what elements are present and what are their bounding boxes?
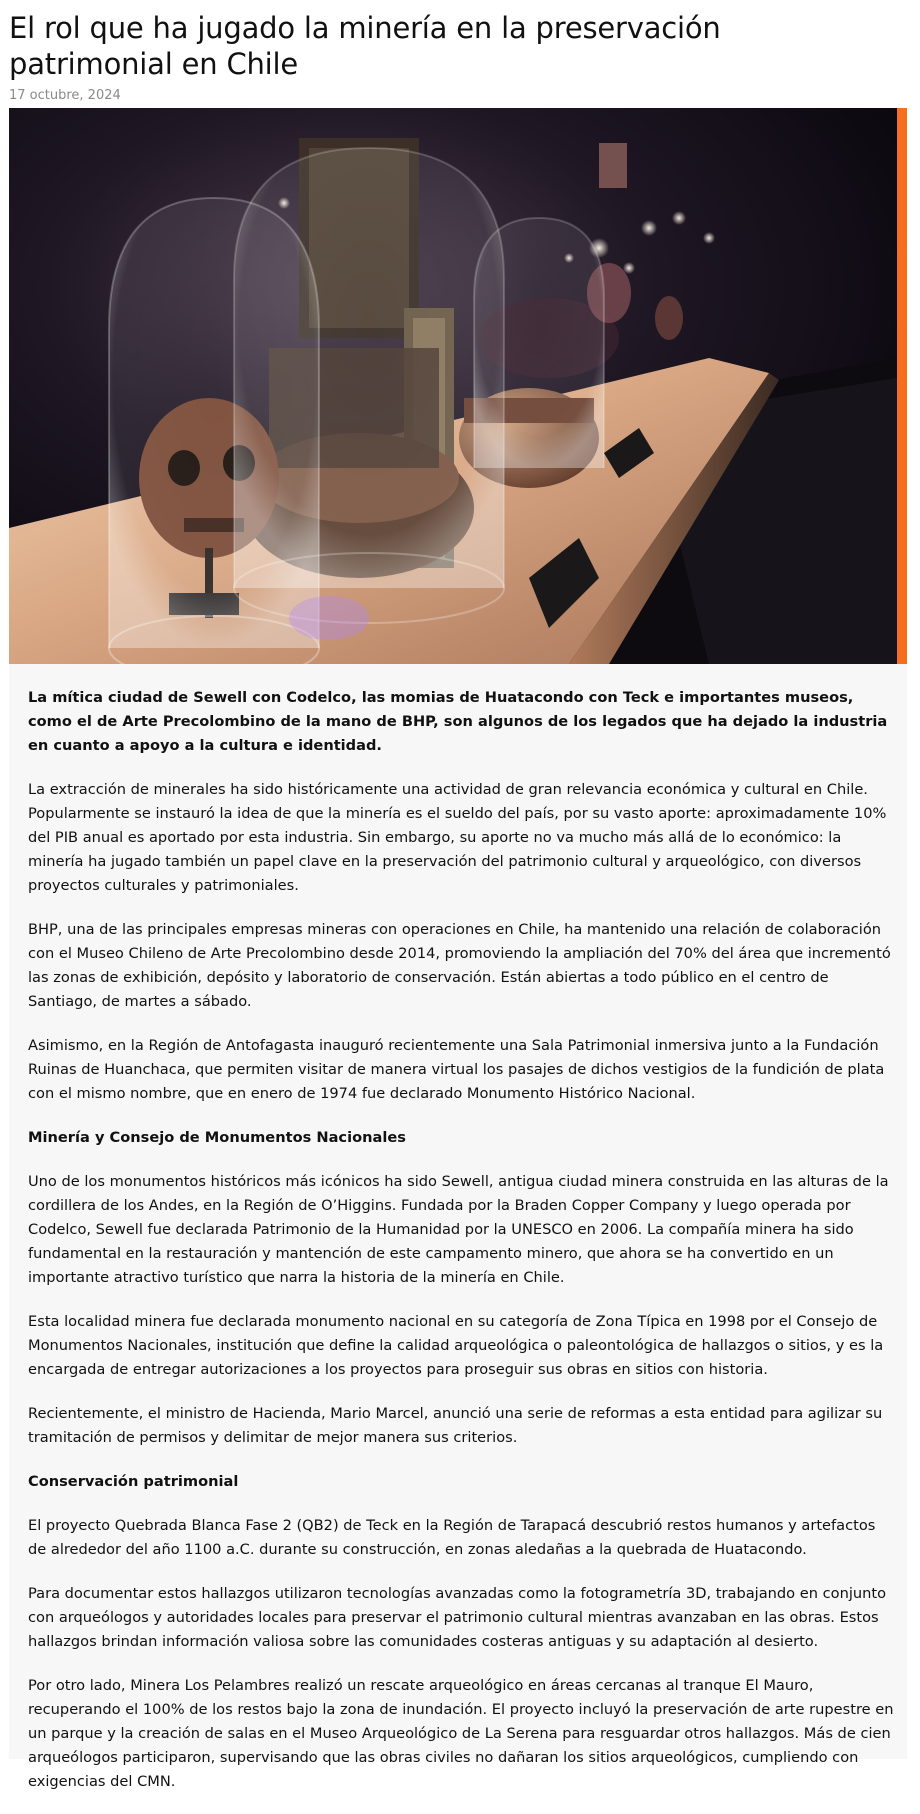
hero-accent-bar bbox=[897, 108, 907, 664]
paragraph: Recientemente, el ministro de Hacienda, Mario Marcel, anunció una serie de reformas a esta entidad para agilizar su tramitación de permisos y delimitar de mejor manera sus criterios. bbox=[28, 1405, 883, 1446]
section-heading: Minería y Consejo de Monumentos Nacionales bbox=[28, 1129, 406, 1146]
hero-figure bbox=[9, 108, 907, 664]
paragraph: BHP, una de las principales empresas mineras con operaciones en Chile, ha mantenido una relación de colaboración con el Museo Chileno de Arte Precolombino desde 2014, promoviendo la ampliación del 70% del área que incrementó las zonas de exhibición, depósito y laboratorio de conservación. Están abiertas a todo público en el centro de Santiago, de martes a sábado. bbox=[28, 921, 891, 1010]
hero-image bbox=[9, 108, 897, 664]
article-lead: La mítica ciudad de Sewell con Codelco, las momias de Huatacondo con Teck e importantes museos, como el de Arte Precolombino de la mano de BHP, son algunos de los legados que ha dejado la industria en cuanto a apoyo a la cultura e identidad. bbox=[28, 689, 888, 754]
paragraph: Esta localidad minera fue declarada monumento nacional en su categoría de Zona Típica en 1998 por el Consejo de Monumentos Nacionales, institución que define la calidad arqueológica o paleontológica de hallazgos o sitios, y es la encargada de entregar autorizaciones a los proyectos para proseguir sus obras en sitios con historia. bbox=[28, 1313, 884, 1378]
paragraph: Uno de los monumentos históricos más icónicos ha sido Sewell, antigua ciudad minera construida en las alturas de la cordillera de los Andes, en la Región de O’Higgins. Fundada por la Braden Copper Company y luego operada por Codelco, Sewell fue declarada Patrimonio de la Humanidad por la UNESCO en 2006. La compañía minera ha sido fundamental en la restauración y mantención de este campamento minero, que ahora se ha convertido en un importante atractivo turístico que narra la historia de la minería en Chile. bbox=[28, 1173, 889, 1286]
paragraph: La extracción de minerales ha sido históricamente una actividad de gran relevancia económica y cultural en Chile. Popularmente se instauró la idea de que la minería es el sueldo del país, por su vasto aporte: aproximadamente 10% del PIB anual es aportado por esta industria. Sin embargo, su aporte no va mucho más allá de lo económico: la minería ha jugado también un papel clave en la preservación del patrimonio cultural y arqueológico, con diversos proyectos culturales y patrimoniales. bbox=[28, 781, 887, 894]
paragraph: El proyecto Quebrada Blanca Fase 2 (QB2) de Teck en la Región de Tarapacá descubrió restos humanos y artefactos de alrededor del año 1100 a.C. durante su construcción, en zonas aledañas a la quebrada de Huatacondo. bbox=[28, 1517, 876, 1558]
paragraph: Para documentar estos hallazgos utilizaron tecnologías avanzadas como la fotogrametría 3D, trabajando en conjunto con arqueólogos y autoridades locales para preservar el patrimonio cultural mientras avanzaban en las obras. Estos hallazgos brindan información valiosa sobre las comunidades costeras antiguas y su adaptación al desierto. bbox=[28, 1585, 887, 1650]
section-heading: Conservación patrimonial bbox=[28, 1473, 239, 1490]
article-date: 17 octubre, 2024 bbox=[9, 88, 121, 103]
paragraph: Por otro lado, Minera Los Pelambres realizó un rescate arqueológico en áreas cercanas al tranque El Mauro, recuperando el 100% de los restos bajo la zona de inundación. El proyecto incluyó la preservación de arte rupestre en un parque y la creación de salas en el Museo Arqueológico de La Serena para resguardar otros hallazgos. Más de cien arqueólogos participaron, supervisando que las obras civiles no dañaran los sitios arqueológicos, cumpliendo con exigencias del CMN. bbox=[28, 1677, 894, 1790]
article-body bbox=[9, 664, 907, 1790]
article-title: El rol que ha jugado la minería en la preservación patrimonial en Chile bbox=[9, 11, 721, 81]
article-content bbox=[28, 686, 898, 1814]
paragraph: Asimismo, en la Región de Antofagasta inauguró recientemente una Sala Patrimonial inmersiva junto a la Fundación Ruinas de Huanchaca, que permiten visitar de manera virtual los pasajes de dichos vestigios de la fundición de plata con el mismo nombre, que en enero de 1974 fue declarado Monumento Histórico Nacional. bbox=[28, 1037, 885, 1102]
